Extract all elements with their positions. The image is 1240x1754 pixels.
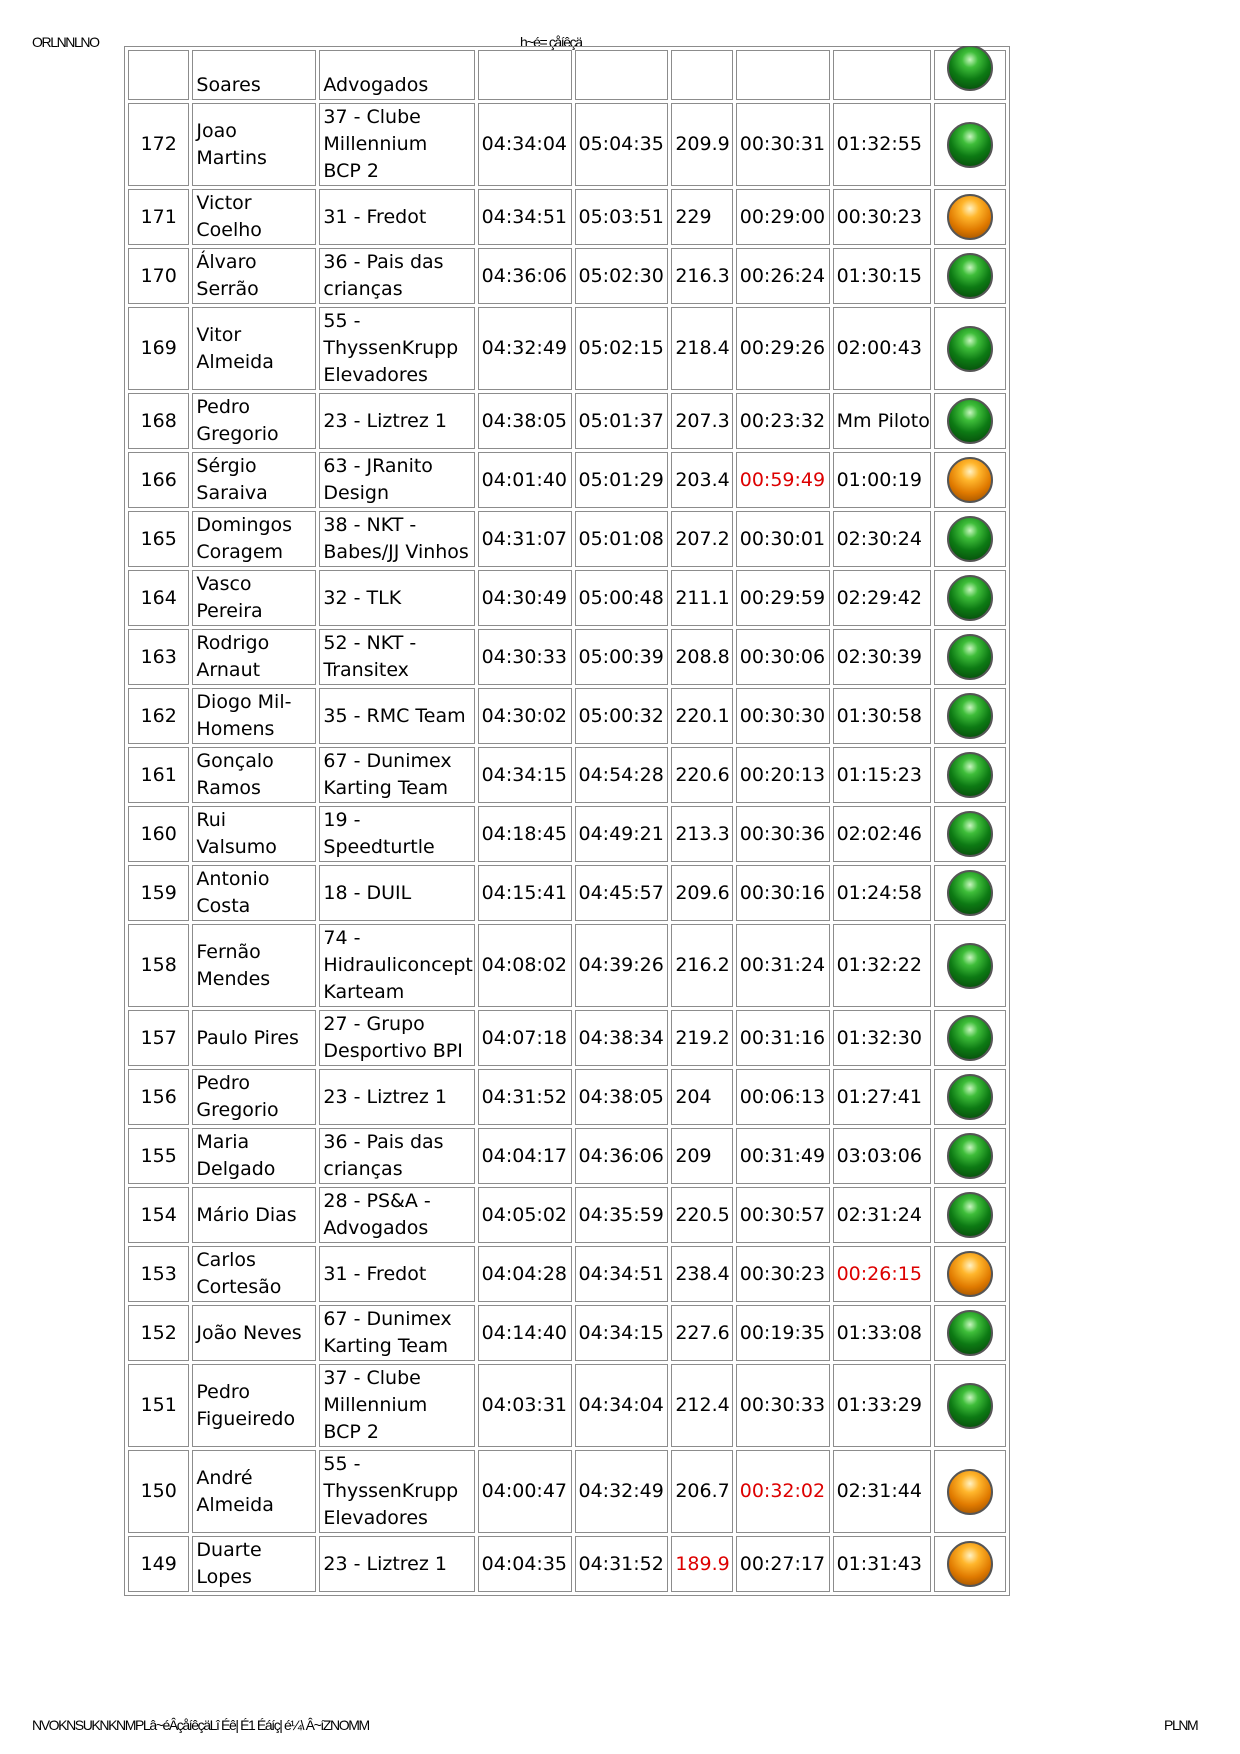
points-cell: 238.4 bbox=[671, 1246, 732, 1302]
table-row bbox=[128, 865, 1006, 921]
stint-cell: 00:31:24 bbox=[736, 924, 830, 1007]
team-cell: 23 - Liztrez 1 bbox=[319, 1536, 474, 1592]
stint-cell: 00:31:16 bbox=[736, 1010, 830, 1066]
time-out-cell: 04:34:51 bbox=[575, 1246, 669, 1302]
driver-cell: Joao Martins bbox=[192, 103, 316, 186]
time-in-cell: 04:01:40 bbox=[478, 452, 572, 508]
status-light-cell bbox=[934, 1187, 1006, 1243]
total-cell: Mm Piloto bbox=[833, 393, 931, 449]
team-cell: 36 - Pais das crianças bbox=[319, 1128, 474, 1184]
total-cell: 02:29:42 bbox=[833, 570, 931, 626]
time-out-cell: 05:01:29 bbox=[575, 452, 669, 508]
time-out-cell: 05:02:15 bbox=[575, 307, 669, 390]
time-in-cell: 04:07:18 bbox=[478, 1010, 572, 1066]
time-out-cell: 04:54:28 bbox=[575, 747, 669, 803]
stint-cell: 00:30:01 bbox=[736, 511, 830, 567]
total-cell: 02:00:43 bbox=[833, 307, 931, 390]
team-cell: 55 - ThyssenKrupp Elevadores bbox=[319, 1450, 474, 1533]
time-in-cell: 04:05:02 bbox=[478, 1187, 572, 1243]
green-light-icon bbox=[947, 634, 993, 680]
total-cell: 02:30:24 bbox=[833, 511, 931, 567]
table-row bbox=[128, 924, 1006, 1007]
table-row bbox=[128, 189, 1006, 245]
time-out-cell: 04:34:04 bbox=[575, 1364, 669, 1447]
time-in-cell: 04:04:28 bbox=[478, 1246, 572, 1302]
pos-cell: 152 bbox=[128, 1305, 189, 1361]
points-cell: 209.6 bbox=[671, 865, 732, 921]
pos-cell: 159 bbox=[128, 865, 189, 921]
time-in-cell: 04:30:49 bbox=[478, 570, 572, 626]
time-out-cell: 05:01:08 bbox=[575, 511, 669, 567]
stint-cell: 00:31:49 bbox=[736, 1128, 830, 1184]
pos-cell: 166 bbox=[128, 452, 189, 508]
stint-cell: 00:30:16 bbox=[736, 865, 830, 921]
team-cell: 19 - Speedturtle bbox=[319, 806, 474, 862]
status-light-cell bbox=[934, 570, 1006, 626]
time-in-cell: 04:04:17 bbox=[478, 1128, 572, 1184]
time-out-cell: 05:00:32 bbox=[575, 688, 669, 744]
table-row bbox=[128, 393, 1006, 449]
table-row bbox=[128, 1450, 1006, 1533]
orange-light-icon bbox=[947, 1251, 993, 1297]
status-light-cell bbox=[934, 452, 1006, 508]
time-out-cell: 04:31:52 bbox=[575, 1536, 669, 1592]
points-cell: 203.4 bbox=[671, 452, 732, 508]
total-cell: 01:00:19 bbox=[833, 452, 931, 508]
table-row bbox=[128, 1069, 1006, 1125]
time-in-cell: 04:31:52 bbox=[478, 1069, 572, 1125]
green-light-icon bbox=[947, 1074, 993, 1120]
results-table bbox=[124, 46, 1010, 1596]
table-row bbox=[128, 1246, 1006, 1302]
time-out-cell: 05:04:35 bbox=[575, 103, 669, 186]
driver-cell: Domingos Coragem bbox=[192, 511, 316, 567]
pos-cell bbox=[128, 50, 189, 100]
status-light-cell bbox=[934, 1128, 1006, 1184]
total-cell: 01:31:43 bbox=[833, 1536, 931, 1592]
team-cell: 31 - Fredot bbox=[319, 1246, 474, 1302]
stint-cell: 00:29:26 bbox=[736, 307, 830, 390]
time-in-cell: 04:34:04 bbox=[478, 103, 572, 186]
pos-cell: 151 bbox=[128, 1364, 189, 1447]
total-cell: 01:30:58 bbox=[833, 688, 931, 744]
points-cell: 219.2 bbox=[671, 1010, 732, 1066]
status-light-cell bbox=[934, 103, 1006, 186]
pos-cell: 150 bbox=[128, 1450, 189, 1533]
time-in-cell: 04:04:35 bbox=[478, 1536, 572, 1592]
table-row bbox=[128, 1187, 1006, 1243]
points-cell: 204 bbox=[671, 1069, 732, 1125]
status-light-cell bbox=[934, 747, 1006, 803]
pos-cell: 161 bbox=[128, 747, 189, 803]
table-row bbox=[128, 307, 1006, 390]
stint-cell: 00:20:13 bbox=[736, 747, 830, 803]
time-out-cell: 04:38:05 bbox=[575, 1069, 669, 1125]
team-cell: 67 - Dunimex Karting Team bbox=[319, 1305, 474, 1361]
status-light-cell bbox=[934, 629, 1006, 685]
stint-cell: 00:23:32 bbox=[736, 393, 830, 449]
total-cell: 01:32:22 bbox=[833, 924, 931, 1007]
time-in-cell: 04:31:07 bbox=[478, 511, 572, 567]
status-light-cell bbox=[934, 1069, 1006, 1125]
points-cell: 227.6 bbox=[671, 1305, 732, 1361]
stint-cell: 00:30:33 bbox=[736, 1364, 830, 1447]
table-row bbox=[128, 1128, 1006, 1184]
stint-cell: 00:30:31 bbox=[736, 103, 830, 186]
time-out-cell: 05:00:39 bbox=[575, 629, 669, 685]
table-row bbox=[128, 629, 1006, 685]
pos-cell: 162 bbox=[128, 688, 189, 744]
pos-cell: 154 bbox=[128, 1187, 189, 1243]
status-light-cell bbox=[934, 1536, 1006, 1592]
points-cell: 212.4 bbox=[671, 1364, 732, 1447]
status-light-cell bbox=[934, 688, 1006, 744]
driver-cell: Sérgio Saraiva bbox=[192, 452, 316, 508]
stint-cell bbox=[736, 50, 830, 100]
time-out-cell: 04:36:06 bbox=[575, 1128, 669, 1184]
green-light-icon bbox=[947, 1133, 993, 1179]
total-cell: 01:32:55 bbox=[833, 103, 931, 186]
total-cell: 03:03:06 bbox=[833, 1128, 931, 1184]
stint-cell: 00:29:59 bbox=[736, 570, 830, 626]
pos-cell: 170 bbox=[128, 248, 189, 304]
points-cell: 207.2 bbox=[671, 511, 732, 567]
team-cell: 18 - DUIL bbox=[319, 865, 474, 921]
time-in-cell: 04:30:33 bbox=[478, 629, 572, 685]
results-table-container bbox=[124, 46, 1010, 1704]
pos-cell: 163 bbox=[128, 629, 189, 685]
team-cell bbox=[319, 50, 474, 100]
pos-cell: 164 bbox=[128, 570, 189, 626]
team-cell: 23 - Liztrez 1 bbox=[319, 1069, 474, 1125]
status-light-cell bbox=[934, 511, 1006, 567]
driver-cell: Diogo Mil-Homens bbox=[192, 688, 316, 744]
driver-cell: João Neves bbox=[192, 1305, 316, 1361]
green-light-icon bbox=[947, 1383, 993, 1429]
driver-cell: Vasco Pereira bbox=[192, 570, 316, 626]
points-cell: 213.3 bbox=[671, 806, 732, 862]
time-out-cell: 05:02:30 bbox=[575, 248, 669, 304]
time-in-cell: 04:08:02 bbox=[478, 924, 572, 1007]
time-in-cell: 04:00:47 bbox=[478, 1450, 572, 1533]
total-cell: 02:02:46 bbox=[833, 806, 931, 862]
stint-cell: 00:19:35 bbox=[736, 1305, 830, 1361]
team-cell: 28 - PS&A - Advogados bbox=[319, 1187, 474, 1243]
driver-cell: Mário Dias bbox=[192, 1187, 316, 1243]
status-light-cell bbox=[934, 393, 1006, 449]
status-light-cell bbox=[934, 865, 1006, 921]
pos-cell: 158 bbox=[128, 924, 189, 1007]
total-cell: 02:31:44 bbox=[833, 1450, 931, 1533]
table-row bbox=[128, 1305, 1006, 1361]
stint-cell: 00:30:30 bbox=[736, 688, 830, 744]
points-cell: 220.6 bbox=[671, 747, 732, 803]
stint-cell: 00:27:17 bbox=[736, 1536, 830, 1592]
status-light-cell bbox=[934, 1364, 1006, 1447]
points-cell: 207.3 bbox=[671, 393, 732, 449]
team-cell: 38 - NKT - Babes/JJ Vinhos bbox=[319, 511, 474, 567]
points-cell: 189.9 bbox=[671, 1536, 732, 1592]
driver-cell: Duarte Lopes bbox=[192, 1536, 316, 1592]
driver-cell: Carlos Cortesão bbox=[192, 1246, 316, 1302]
total-cell: 01:30:15 bbox=[833, 248, 931, 304]
driver-cell: Victor Coelho bbox=[192, 189, 316, 245]
driver-cell: Paulo Pires bbox=[192, 1010, 316, 1066]
time-in-cell: 04:14:40 bbox=[478, 1305, 572, 1361]
green-light-icon bbox=[947, 326, 993, 372]
stint-cell: 00:59:49 bbox=[736, 452, 830, 508]
pos-cell: 153 bbox=[128, 1246, 189, 1302]
time-in-cell: 04:34:15 bbox=[478, 747, 572, 803]
status-light-cell bbox=[934, 1305, 1006, 1361]
total-cell: 01:33:08 bbox=[833, 1305, 931, 1361]
points-cell: 209.9 bbox=[671, 103, 732, 186]
stint-cell: 00:26:24 bbox=[736, 248, 830, 304]
table-row bbox=[128, 1010, 1006, 1066]
table-row bbox=[128, 747, 1006, 803]
green-light-icon bbox=[947, 516, 993, 562]
orange-light-icon bbox=[947, 1469, 993, 1515]
green-light-icon bbox=[947, 1192, 993, 1238]
results-table-body bbox=[128, 50, 1006, 1592]
green-light-icon bbox=[947, 575, 993, 621]
total-cell: 01:24:58 bbox=[833, 865, 931, 921]
points-cell: 211.1 bbox=[671, 570, 732, 626]
status-light-cell bbox=[934, 50, 1006, 100]
time-in-cell bbox=[478, 50, 572, 100]
team-cell: 37 - Clube Millennium BCP 2 bbox=[319, 1364, 474, 1447]
points-cell: 206.7 bbox=[671, 1450, 732, 1533]
points-cell: 216.2 bbox=[671, 924, 732, 1007]
table-row-partial bbox=[128, 50, 1006, 100]
stint-cell: 00:32:02 bbox=[736, 1450, 830, 1533]
driver-cell: Pedro Gregorio bbox=[192, 1069, 316, 1125]
status-light-cell bbox=[934, 806, 1006, 862]
header-center-text: h~é= çåíêçä bbox=[520, 34, 582, 50]
team-cell: 63 - JRanito Design bbox=[319, 452, 474, 508]
points-cell: 229 bbox=[671, 189, 732, 245]
pos-cell: 157 bbox=[128, 1010, 189, 1066]
stint-cell: 00:30:23 bbox=[736, 1246, 830, 1302]
green-light-icon bbox=[947, 870, 993, 916]
pos-cell: 156 bbox=[128, 1069, 189, 1125]
green-light-icon bbox=[947, 693, 993, 739]
total-cell: 00:26:15 bbox=[833, 1246, 931, 1302]
green-light-icon bbox=[947, 752, 993, 798]
total-cell: 01:15:23 bbox=[833, 747, 931, 803]
green-light-icon bbox=[947, 811, 993, 857]
green-light-icon bbox=[947, 122, 993, 168]
stint-cell: 00:30:06 bbox=[736, 629, 830, 685]
time-out-cell: 04:39:26 bbox=[575, 924, 669, 1007]
green-light-icon bbox=[947, 253, 993, 299]
total-cell: 02:31:24 bbox=[833, 1187, 931, 1243]
table-row bbox=[128, 570, 1006, 626]
time-in-cell: 04:15:41 bbox=[478, 865, 572, 921]
green-light-icon bbox=[947, 1015, 993, 1061]
pos-cell: 168 bbox=[128, 393, 189, 449]
time-out-cell: 04:32:49 bbox=[575, 1450, 669, 1533]
table-row bbox=[128, 452, 1006, 508]
driver-name: Soares bbox=[196, 74, 261, 96]
time-out-cell: 04:35:59 bbox=[575, 1187, 669, 1243]
total-cell: 00:30:23 bbox=[833, 189, 931, 245]
status-light-cell bbox=[934, 924, 1006, 1007]
driver-cell: Maria Delgado bbox=[192, 1128, 316, 1184]
footer-left-text: NVOKNSUKNKNMPLâ~éÂçåíêçäLî Éê| É1 Éáíç| é¼\ Â~íZNOMM bbox=[32, 1717, 369, 1733]
table-row bbox=[128, 688, 1006, 744]
header-left-text: ORLNNLNO bbox=[32, 34, 99, 50]
points-cell: 209 bbox=[671, 1128, 732, 1184]
points-cell: 220.1 bbox=[671, 688, 732, 744]
time-out-cell: 05:03:51 bbox=[575, 189, 669, 245]
time-in-cell: 04:03:31 bbox=[478, 1364, 572, 1447]
driver-cell bbox=[192, 50, 316, 100]
driver-cell: Pedro Gregorio bbox=[192, 393, 316, 449]
orange-light-icon bbox=[947, 194, 993, 240]
points-cell bbox=[671, 50, 732, 100]
pos-cell: 160 bbox=[128, 806, 189, 862]
green-light-icon bbox=[947, 46, 993, 91]
stint-cell: 00:29:00 bbox=[736, 189, 830, 245]
total-cell: 01:27:41 bbox=[833, 1069, 931, 1125]
driver-cell: Gonçalo Ramos bbox=[192, 747, 316, 803]
pos-cell: 155 bbox=[128, 1128, 189, 1184]
points-cell: 216.3 bbox=[671, 248, 732, 304]
orange-light-icon bbox=[947, 457, 993, 503]
status-light-cell bbox=[934, 189, 1006, 245]
team-cell: 36 - Pais das crianças bbox=[319, 248, 474, 304]
team-cell: 35 - RMC Team bbox=[319, 688, 474, 744]
team-cell: 67 - Dunimex Karting Team bbox=[319, 747, 474, 803]
status-light-cell bbox=[934, 1246, 1006, 1302]
green-light-icon bbox=[947, 1310, 993, 1356]
green-light-icon bbox=[947, 398, 993, 444]
team-cell: 55 - ThyssenKrupp Elevadores bbox=[319, 307, 474, 390]
pos-cell: 172 bbox=[128, 103, 189, 186]
time-in-cell: 04:36:06 bbox=[478, 248, 572, 304]
time-in-cell: 04:30:02 bbox=[478, 688, 572, 744]
green-light-icon bbox=[947, 943, 993, 989]
status-light-cell bbox=[934, 248, 1006, 304]
total-cell: 02:30:39 bbox=[833, 629, 931, 685]
team-cell: 37 - Clube Millennium BCP 2 bbox=[319, 103, 474, 186]
team-cell: 27 - Grupo Desportivo BPI bbox=[319, 1010, 474, 1066]
driver-cell: Vitor Almeida bbox=[192, 307, 316, 390]
time-out-cell: 05:01:37 bbox=[575, 393, 669, 449]
time-out-cell: 04:45:57 bbox=[575, 865, 669, 921]
pos-cell: 171 bbox=[128, 189, 189, 245]
driver-cell: André Almeida bbox=[192, 1450, 316, 1533]
points-cell: 208.8 bbox=[671, 629, 732, 685]
driver-cell: Antonio Costa bbox=[192, 865, 316, 921]
status-light-cell bbox=[934, 1450, 1006, 1533]
total-cell: 01:32:30 bbox=[833, 1010, 931, 1066]
driver-cell: Álvaro Serrão bbox=[192, 248, 316, 304]
time-out-cell: 04:34:15 bbox=[575, 1305, 669, 1361]
footer-page-number: PLNM bbox=[1164, 1717, 1198, 1733]
stint-cell: 00:30:57 bbox=[736, 1187, 830, 1243]
table-row bbox=[128, 511, 1006, 567]
table-row bbox=[128, 1364, 1006, 1447]
driver-cell: Fernão Mendes bbox=[192, 924, 316, 1007]
driver-cell: Pedro Figueiredo bbox=[192, 1364, 316, 1447]
driver-cell: Rodrigo Arnaut bbox=[192, 629, 316, 685]
team-cell: 32 - TLK bbox=[319, 570, 474, 626]
total-cell bbox=[833, 50, 931, 100]
stint-cell: 00:06:13 bbox=[736, 1069, 830, 1125]
team-cell: 74 - Hidrauliconcept Karteam bbox=[319, 924, 474, 1007]
team-cell: 52 - NKT - Transitex bbox=[319, 629, 474, 685]
pos-cell: 169 bbox=[128, 307, 189, 390]
time-in-cell: 04:34:51 bbox=[478, 189, 572, 245]
table-row bbox=[128, 1536, 1006, 1592]
time-out-cell: 05:00:48 bbox=[575, 570, 669, 626]
table-row bbox=[128, 248, 1006, 304]
pos-cell: 165 bbox=[128, 511, 189, 567]
time-in-cell: 04:38:05 bbox=[478, 393, 572, 449]
time-out-cell: 04:49:21 bbox=[575, 806, 669, 862]
time-out-cell bbox=[575, 50, 669, 100]
time-in-cell: 04:18:45 bbox=[478, 806, 572, 862]
table-row bbox=[128, 103, 1006, 186]
team-cell: 31 - Fredot bbox=[319, 189, 474, 245]
pos-cell: 149 bbox=[128, 1536, 189, 1592]
orange-light-icon bbox=[947, 1541, 993, 1587]
total-cell: 01:33:29 bbox=[833, 1364, 931, 1447]
status-light-cell bbox=[934, 1010, 1006, 1066]
status-light-cell bbox=[934, 307, 1006, 390]
table-row bbox=[128, 806, 1006, 862]
team-name: Advogados bbox=[323, 74, 429, 96]
points-cell: 218.4 bbox=[671, 307, 732, 390]
driver-cell: Rui Valsumo bbox=[192, 806, 316, 862]
stint-cell: 00:30:36 bbox=[736, 806, 830, 862]
time-in-cell: 04:32:49 bbox=[478, 307, 572, 390]
points-cell: 220.5 bbox=[671, 1187, 732, 1243]
time-out-cell: 04:38:34 bbox=[575, 1010, 669, 1066]
team-cell: 23 - Liztrez 1 bbox=[319, 393, 474, 449]
